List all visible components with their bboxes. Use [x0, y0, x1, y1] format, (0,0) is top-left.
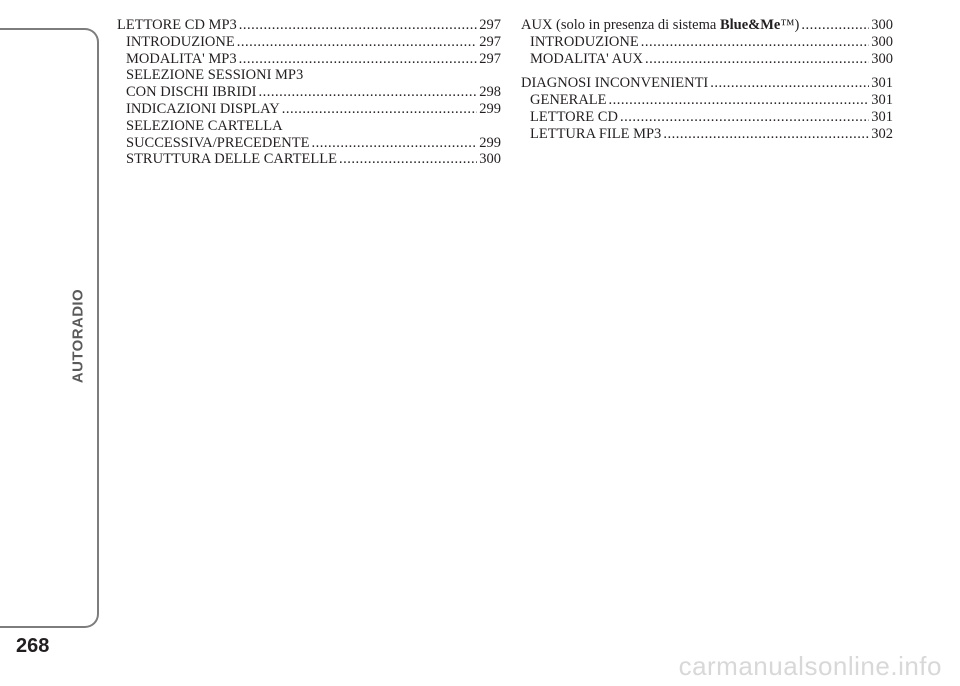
toc-entry-page: 299: [479, 100, 501, 117]
dot-leader: [609, 92, 870, 109]
dot-leader: [339, 151, 477, 168]
toc-entry-title: [521, 17, 799, 34]
toc-entry-title: INDICAZIONI DISPLAY: [126, 100, 280, 117]
toc-entry-title-prefix: AUX (solo in presenza di sistema: [521, 17, 720, 33]
toc-entry-modalita-aux[interactable]: [521, 51, 893, 68]
dot-leader: [801, 17, 869, 34]
toc-left-column: [117, 17, 501, 168]
toc-entry-introduzione[interactable]: [521, 34, 893, 51]
toc-entry-lettore-cd[interactable]: [521, 109, 893, 126]
toc-entry-title: CON DISCHI IBRIDI: [126, 84, 257, 101]
toc-entry-title: LETTORE CD MP3: [117, 17, 237, 33]
toc-entry-page: 301: [871, 108, 893, 125]
toc-entry-row: [117, 84, 501, 101]
dot-leader: [663, 126, 869, 143]
toc-entry-page: 300: [871, 33, 893, 50]
toc-entry-page: 302: [871, 125, 893, 142]
toc-entry-selezione-sessioni[interactable]: [117, 67, 501, 101]
toc-entry-title: DIAGNOSI INCONVENIENTI: [521, 75, 709, 92]
dot-leader: [282, 101, 478, 118]
toc-entry-page: 300: [871, 17, 893, 33]
toc-entry-title: INTRODUZIONE: [126, 33, 235, 50]
toc-entry-title: MODALITA' AUX: [530, 50, 644, 67]
dot-leader: [641, 34, 870, 51]
dot-leader: [311, 135, 477, 152]
toc-entry-lettore-cd-mp3[interactable]: [117, 17, 501, 34]
toc-entry-title: SUCCESSIVA/PRECEDENTE: [126, 134, 310, 151]
toc-entry-title-line1: SELEZIONE SESSIONI MP3: [126, 67, 304, 84]
toc-entry-introduzione[interactable]: [117, 34, 501, 51]
toc-entry-page: 297: [479, 17, 501, 33]
toc-right-column: [521, 17, 893, 143]
dot-leader: [620, 109, 869, 126]
toc-entry-title-line1: SELEZIONE CARTELLA: [126, 117, 283, 134]
toc-entry-page: 298: [479, 84, 501, 101]
page-number: 268: [16, 635, 50, 657]
dot-leader: [259, 84, 478, 101]
toc-entry-page: 300: [871, 50, 893, 67]
dot-leader: [237, 34, 478, 51]
dot-leader: [239, 51, 478, 68]
toc-entry-page: 297: [479, 33, 501, 50]
toc-entry-selezione-cartella[interactable]: [117, 118, 501, 152]
toc-entry-generale[interactable]: [521, 92, 893, 109]
toc-entry-title: STRUTTURA DELLE CARTELLE: [126, 151, 337, 168]
toc-entry-title: LETTURA FILE MP3: [530, 125, 662, 142]
dot-leader: [645, 51, 869, 68]
toc-entry-title-suffix: ™): [780, 17, 800, 33]
toc-entry-struttura-cartelle[interactable]: [117, 151, 501, 168]
toc-entry-lettura-file-mp3[interactable]: [521, 126, 893, 143]
toc-entry-modalita-mp3[interactable]: [117, 51, 501, 68]
watermark: carmanualsonline.info: [678, 651, 942, 681]
toc-entry-title: GENERALE: [530, 92, 607, 109]
section-side-label: AUTORADIO: [69, 288, 87, 384]
toc-entry-indicazioni-display[interactable]: [117, 101, 501, 118]
toc-entry-page: 301: [871, 75, 893, 92]
toc-entry-diagnosi-inconvenienti[interactable]: [521, 75, 893, 92]
toc-entry-aux[interactable]: [521, 17, 893, 34]
dot-leader: [710, 75, 869, 92]
toc-entry-title: LETTORE CD: [530, 108, 618, 125]
toc-entry-page: 299: [479, 134, 501, 151]
toc-entry-title-brand: Blue&Me: [719, 17, 781, 33]
toc-entry-title: MODALITA' MP3: [126, 50, 237, 67]
toc-entry-row: [117, 135, 501, 152]
dot-leader: [239, 17, 477, 34]
toc-entry-page: 297: [479, 50, 501, 67]
toc-entry-page: 301: [871, 92, 893, 109]
toc-entry-title: INTRODUZIONE: [530, 33, 639, 50]
toc-entry-page: 300: [479, 151, 501, 168]
